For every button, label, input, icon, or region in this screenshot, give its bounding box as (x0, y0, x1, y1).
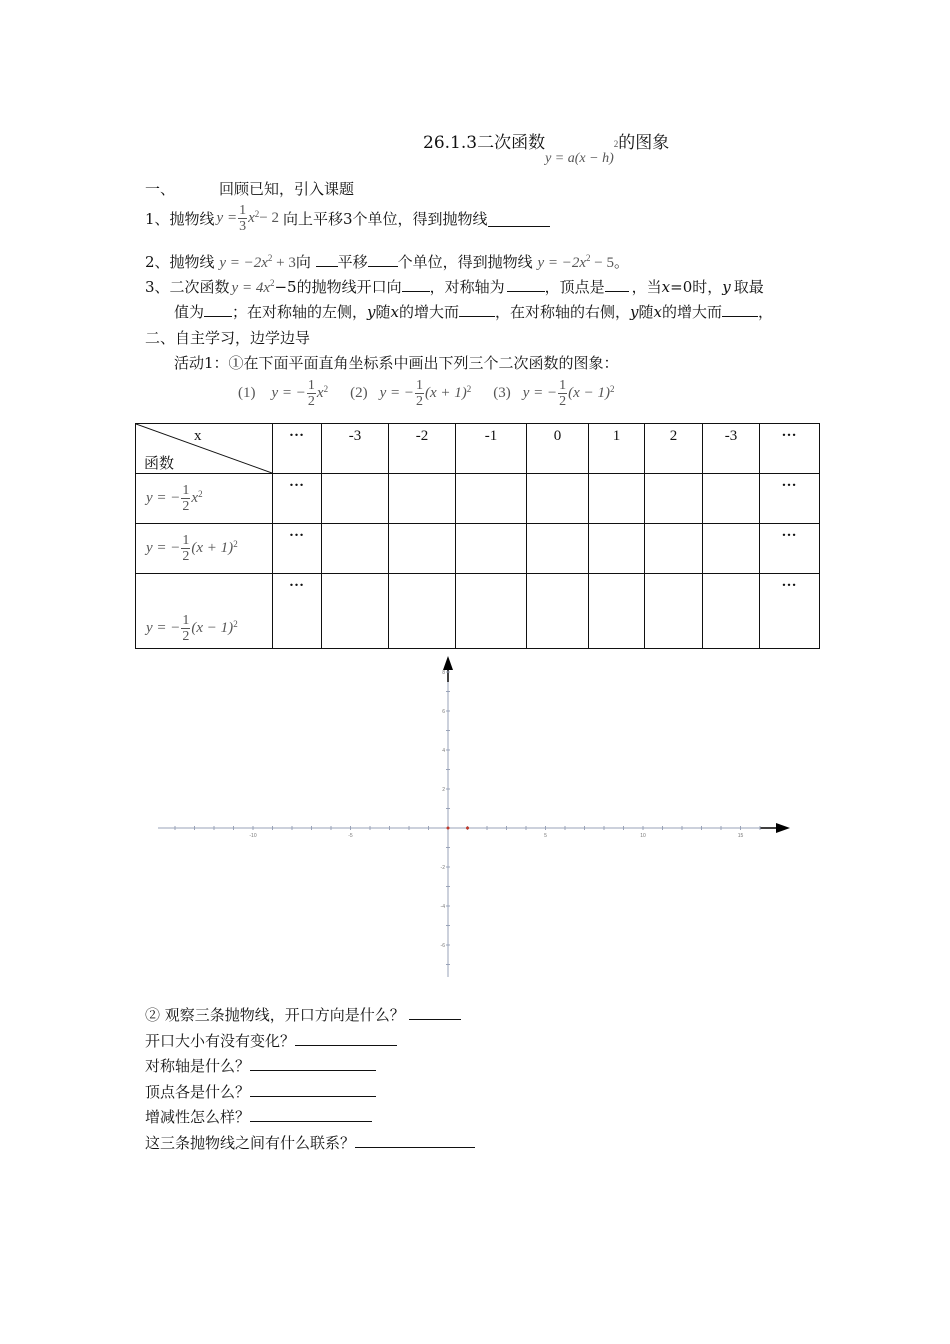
row3-den: 2 (182, 629, 190, 644)
q3-l2g: 的增大而 (662, 303, 723, 321)
title-exp: 2 (613, 139, 619, 150)
header-cell: … (760, 424, 820, 474)
q3-x0: x (661, 278, 671, 296)
question-vertex (145, 1080, 475, 1106)
value-cell[interactable] (322, 524, 389, 574)
q3-left-blank[interactable] (459, 315, 495, 317)
row1-b: x (191, 490, 199, 506)
origin-point (447, 827, 450, 830)
func3-label: (3) (493, 385, 511, 401)
func1-label: (1) (238, 385, 256, 401)
coordinate-plane[interactable] (150, 652, 810, 982)
value-cell[interactable] (389, 574, 456, 649)
q3-l2c: 随 (375, 303, 391, 321)
y-tick-label: 4 (442, 748, 445, 754)
value-cell: … (273, 524, 322, 574)
x-tick-label: -10 (249, 833, 257, 839)
func1-b: x (316, 385, 324, 401)
question-relation (145, 1131, 475, 1157)
value-cell[interactable] (389, 474, 456, 524)
row-label-cell (136, 574, 273, 649)
header-cell: -1 (456, 424, 527, 474)
header-cell: 2 (645, 424, 703, 474)
func2-den: 2 (415, 394, 423, 409)
row2-a: y = − (146, 540, 181, 556)
question-text: 顶点各是什么？ (145, 1082, 251, 1101)
unit-point (466, 827, 469, 830)
func1-a: y = − (271, 385, 306, 401)
func2-exp: 2 (466, 384, 472, 394)
question-1 (145, 203, 550, 234)
q2-f1b: + 3 (272, 255, 296, 271)
q3-c: ，对称轴为 (429, 278, 505, 296)
x-axis-arrow-icon (776, 823, 790, 833)
question-monotonic (145, 1105, 475, 1131)
section1-text: 回顾已知，引入课题 (219, 180, 355, 198)
row3-fraction (181, 613, 190, 644)
x-tick-label: -5 (348, 833, 353, 839)
corner-func-label: 函数 (144, 454, 175, 472)
q2-f2b: − 5 (590, 255, 614, 271)
x-tick-label: 10 (640, 833, 646, 839)
q2-units: 个单位，得到抛物线 (397, 253, 533, 271)
answer-blank[interactable] (355, 1146, 475, 1148)
q3-l2d: 的增大而 (399, 303, 460, 321)
section1-num: 一、 (145, 180, 176, 198)
header-cell: 1 (589, 424, 645, 474)
value-cell: … (760, 474, 820, 524)
q3-l2e: ，在对称轴的右侧， (495, 303, 631, 321)
table-header-row (136, 424, 820, 474)
q1-den: 3 (239, 219, 247, 234)
table-row (136, 474, 820, 524)
func3-exp: 2 (609, 384, 615, 394)
value-cell[interactable] (589, 574, 645, 649)
value-cell[interactable] (645, 474, 703, 524)
y-tick-label: 8 (442, 670, 445, 676)
question-text: 对称轴是什么？ (145, 1057, 251, 1075)
answer-blank[interactable] (250, 1069, 376, 1071)
row2-exp: 2 (233, 539, 238, 549)
q3-eq0: =0时， (670, 278, 723, 296)
question-size (145, 1029, 475, 1055)
q1-num: 1 (239, 203, 247, 218)
value-cell[interactable] (703, 474, 760, 524)
func3-b: (x − 1) (568, 385, 610, 401)
question-direction (145, 1003, 475, 1029)
q3-l2h: ， (758, 303, 774, 321)
q3-open-blank[interactable] (402, 290, 430, 292)
y-tick-label: 6 (442, 709, 445, 715)
header-cell: … (273, 424, 322, 474)
value-cell[interactable] (703, 524, 760, 574)
row3-exp: 2 (233, 619, 238, 629)
q3-right-blank[interactable] (722, 315, 758, 317)
header-cell: -2 (389, 424, 456, 474)
func1-fraction (307, 378, 316, 409)
section1-heading (145, 178, 354, 199)
question-axis (145, 1054, 475, 1080)
answer-blank[interactable] (409, 1018, 461, 1020)
row1-den: 2 (182, 499, 190, 514)
header-cell: 0 (527, 424, 589, 474)
q3-f: y = 4x (231, 280, 270, 296)
question-3-line2 (174, 301, 773, 322)
question-list (145, 1003, 475, 1156)
q1-answer-blank[interactable] (488, 225, 550, 227)
y-axis-arrow-icon (443, 656, 453, 670)
func2-num: 1 (415, 378, 423, 393)
y-tick-label: -4 (440, 904, 445, 910)
q3-l2f: 随 (638, 303, 654, 321)
value-cell[interactable] (645, 574, 703, 649)
question-text: 开口大小有没有变化？ (145, 1031, 296, 1050)
q3-x2: x (653, 303, 662, 321)
question-3-line1 (145, 276, 764, 297)
value-cell: … (760, 574, 820, 649)
row1-a: y = − (146, 490, 181, 506)
x-tick-label: 5 (544, 833, 547, 839)
value-cell: … (760, 524, 820, 574)
q2-shift: 平移 (337, 253, 368, 271)
row2-b: (x + 1) (191, 540, 234, 556)
q2-f1: y = −2x (219, 255, 268, 271)
func1-den: 2 (307, 394, 315, 409)
row3-num: 1 (182, 613, 190, 628)
q1-exp: 2 (254, 209, 260, 219)
func2-b: (x + 1) (424, 385, 467, 401)
q1-text: 向上平移3个单位，得到抛物线 (282, 210, 488, 228)
answer-blank[interactable] (250, 1120, 372, 1122)
q3-y1: y (367, 303, 376, 321)
question-text: 增减性怎么样？ (145, 1108, 251, 1126)
func1-exp: 2 (323, 384, 329, 394)
value-cell[interactable] (389, 524, 456, 574)
title-prefix: 26.1.3二次函数 (423, 133, 546, 153)
row1-exp: 2 (198, 489, 203, 499)
page-title (423, 128, 670, 166)
title-formula: y = a(x − h) (545, 151, 614, 166)
y-tick-label: -6 (440, 943, 445, 949)
value-cell[interactable] (703, 574, 760, 649)
q3-exp: 2 (269, 278, 275, 288)
header-cell: -3 (703, 424, 760, 474)
func2-a: y = − (379, 385, 414, 401)
q3-x1: x (390, 303, 399, 321)
value-cell[interactable] (456, 574, 527, 649)
value-cell[interactable] (527, 574, 589, 649)
row-label-cell (136, 524, 273, 574)
q3-lead: 3、二次函数 (145, 278, 230, 296)
row1-num: 1 (182, 483, 190, 498)
row2-num: 1 (182, 533, 190, 548)
q1-tail: − 2 (259, 210, 279, 226)
q2-exp2: 2 (586, 253, 591, 263)
row2-fraction (181, 533, 190, 564)
q1-y: y = (216, 210, 238, 226)
q3-l2a: 值为 (174, 303, 205, 321)
value-cell: … (273, 574, 322, 649)
table-row (136, 524, 820, 574)
q3-axis-blank[interactable] (507, 290, 545, 292)
q3-l2b: ；在对称轴的左侧， (232, 303, 368, 321)
row1-fraction (181, 483, 190, 514)
row-label-cell (136, 474, 273, 524)
q2-end: 。 (614, 253, 630, 271)
q2-units-blank[interactable] (368, 265, 398, 267)
q1-x: x (248, 210, 255, 226)
q3-y2: y (630, 303, 639, 321)
value-cell[interactable] (645, 524, 703, 574)
question-text: ② 观察三条抛物线，开口方向是什么？ (145, 1006, 405, 1024)
func2-label: (2) (350, 385, 368, 401)
func2-fraction (415, 378, 424, 409)
y-tick-label: 2 (442, 787, 445, 793)
row3-b: (x − 1) (191, 620, 234, 636)
value-table (135, 423, 820, 649)
value-cell[interactable] (527, 524, 589, 574)
value-cell[interactable] (456, 524, 527, 574)
q3-d: ，顶点是 (544, 278, 605, 296)
answer-blank[interactable] (250, 1095, 376, 1097)
value-cell[interactable] (589, 524, 645, 574)
value-cell[interactable] (322, 474, 389, 524)
func1-num: 1 (307, 378, 315, 393)
corner-cell (136, 424, 273, 474)
func3-num: 1 (559, 378, 567, 393)
q3-extreme-blank[interactable] (204, 315, 232, 317)
q2-lead: 2、抛物线 (145, 253, 215, 271)
y-tick-label: -2 (440, 865, 445, 871)
q3-vertex-blank[interactable] (605, 290, 629, 292)
func3-a: y = − (522, 385, 558, 401)
q3-e: ，当 (631, 278, 662, 296)
x-tick-label: 15 (737, 833, 744, 839)
q2-dir: 向 (295, 253, 311, 271)
q2-direction-blank[interactable] (316, 265, 338, 267)
value-cell[interactable] (589, 474, 645, 524)
activity-1: 活动1：①在下面平面直角坐标系中画出下列三个二次函数的图象： (174, 354, 619, 372)
section2-heading: 二、自主学习，边学边导 (145, 329, 311, 347)
row2-den: 2 (182, 549, 190, 564)
value-cell[interactable] (456, 474, 527, 524)
q3-b: −5的抛物线开口向 (274, 278, 402, 296)
question-2 (145, 251, 629, 272)
title-suffix: 的图象 (618, 133, 670, 153)
value-cell: … (273, 474, 322, 524)
function-list (238, 378, 614, 409)
header-cell: -3 (322, 424, 389, 474)
q3-f2: 取最 (733, 278, 764, 296)
func3-fraction (558, 378, 567, 409)
value-cell[interactable] (322, 574, 389, 649)
value-cell[interactable] (527, 474, 589, 524)
q2-f2: y = −2x (537, 255, 587, 271)
q1-lead: 1、抛物线 (145, 210, 215, 228)
q2-exp1: 2 (267, 253, 273, 263)
corner-x-label: x (194, 428, 202, 444)
table-row (136, 574, 820, 649)
q1-fraction (238, 203, 247, 234)
row3-a: y = − (146, 620, 181, 636)
question-text: 这三条抛物线之间有什么联系？ (145, 1133, 356, 1152)
answer-blank[interactable] (295, 1044, 397, 1046)
q3-yv: y (722, 278, 731, 296)
func3-den: 2 (559, 394, 567, 409)
